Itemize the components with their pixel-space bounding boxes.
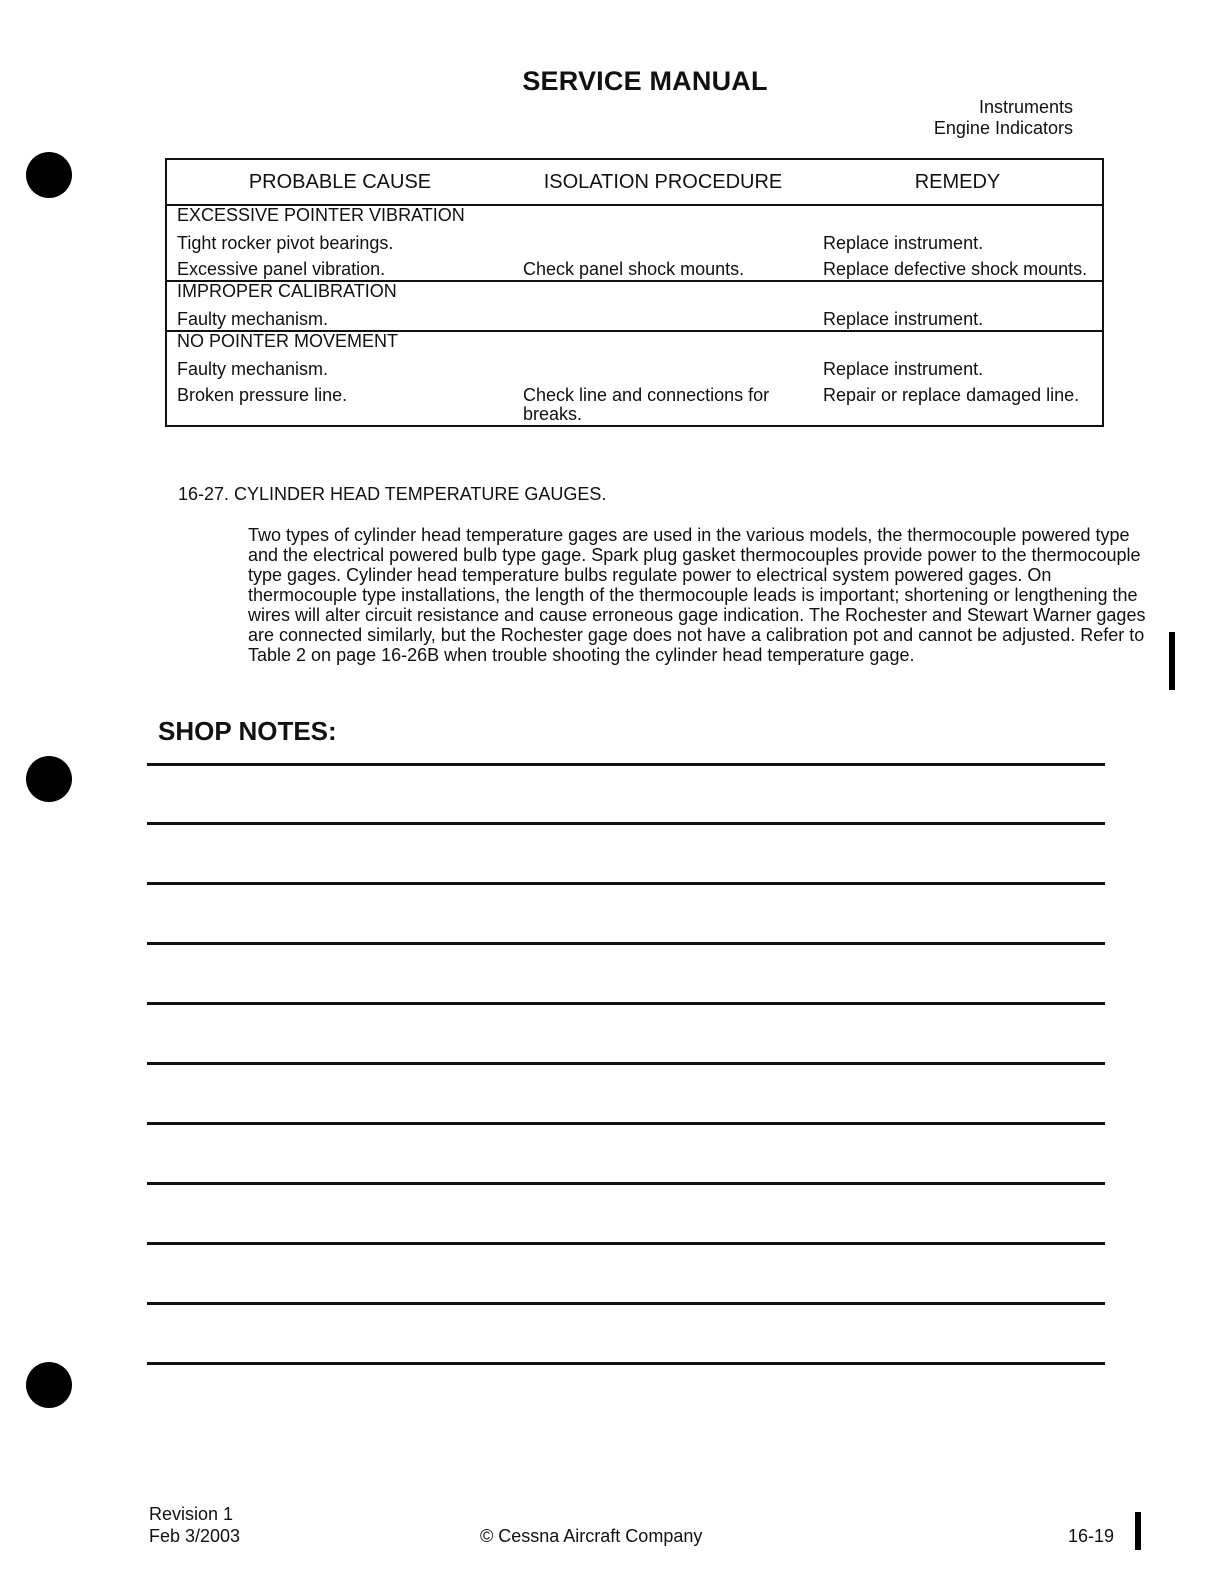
cause-cell: Excessive panel vibration. xyxy=(166,253,513,281)
cause-cell: Faulty mechanism. xyxy=(166,303,513,331)
remedy-cell: Repair or replace damaged line. xyxy=(823,385,1080,405)
remedy-cell: Replace defective shock mounts. xyxy=(813,253,1103,281)
isolation-cell xyxy=(513,353,813,379)
header-probable-cause: PROBABLE CAUSE xyxy=(166,159,513,205)
section-heading: 16-27. CYLINDER HEAD TEMPERATURE GAUGES. xyxy=(178,484,607,504)
header-remedy: REMEDY xyxy=(813,159,1103,205)
note-line xyxy=(147,1302,1105,1305)
note-line xyxy=(147,1122,1105,1125)
binder-hole-top xyxy=(26,152,72,198)
note-line xyxy=(147,763,1105,766)
note-line xyxy=(147,1002,1105,1005)
table-row xyxy=(166,379,1103,426)
page-title: SERVICE MANUAL xyxy=(522,66,768,96)
isolation-cell: Check panel shock mounts. xyxy=(513,253,813,281)
note-line xyxy=(147,1362,1105,1365)
cause-cell: Broken pressure line. xyxy=(177,385,348,405)
group-title-row xyxy=(166,205,1103,227)
isolation-cell: Check line and connections for breaks. xyxy=(523,385,770,424)
group-title: IMPROPER CALIBRATION xyxy=(177,281,397,301)
table-row xyxy=(166,353,1103,379)
footer-revision xyxy=(149,1503,240,1547)
note-line xyxy=(147,1182,1105,1185)
revision-date: Feb 3/2003 xyxy=(149,1526,241,1546)
note-line xyxy=(147,1062,1105,1065)
revision-change-bar xyxy=(1135,1512,1141,1550)
header-isolation-procedure: ISOLATION PROCEDURE xyxy=(513,159,813,205)
table-row xyxy=(166,253,1103,281)
remedy-cell: Replace instrument. xyxy=(813,303,1103,331)
table-row xyxy=(166,303,1103,331)
binder-hole-middle xyxy=(26,756,72,802)
note-line xyxy=(147,942,1105,945)
remedy-cell: Replace instrument. xyxy=(823,233,984,253)
section-line-1: Instruments xyxy=(978,97,1073,117)
remedy-cell: Replace instrument. xyxy=(823,359,984,379)
section-reference xyxy=(934,97,1073,139)
revision-label: Revision 1 xyxy=(149,1504,234,1524)
table-row xyxy=(166,227,1103,253)
note-line xyxy=(147,882,1105,885)
group-title: NO POINTER MOVEMENT xyxy=(177,331,399,351)
table-header-row xyxy=(166,159,1103,205)
section-line-2: Engine Indicators xyxy=(933,118,1073,138)
footer-copyright: © Cessna Aircraft Company xyxy=(480,1526,703,1546)
cause-cell: Tight rocker pivot bearings. xyxy=(177,233,394,253)
troubleshooting-table xyxy=(165,158,1104,427)
note-line xyxy=(147,1242,1105,1245)
shop-notes-label: SHOP NOTES: xyxy=(158,716,337,746)
binder-hole-bottom xyxy=(26,1362,72,1408)
group-title-row xyxy=(166,331,1103,353)
isolation-cell xyxy=(513,303,813,331)
group-title: EXCESSIVE POINTER VIBRATION xyxy=(177,205,465,225)
cause-cell: Faulty mechanism. xyxy=(177,359,329,379)
revision-change-bar xyxy=(1169,632,1175,690)
group-title-row xyxy=(166,281,1103,303)
isolation-cell xyxy=(513,227,813,253)
section-paragraph: Two types of cylinder head temperature gages are used in the various models, the thermocouple powered type and the electrical powered bulb type gage. Spark plug gasket thermocouples provide power to the thermocouple type gages. Cylinder head temperature bulbs regulate power to electrical system powered gages. On thermocouple type installations, the length of the thermocouple leads is important; shortening or lengthening the wires will alter circuit resistance and cause erroneous gage indication. The Rochester and Stewart Warner gages are connected similarly, but the Rochester gage does not have a calibration pot and cannot be adjusted. Refer to Table 2 on page 16-26B when trouble shooting the cylinder head temperature gage. xyxy=(248,525,1146,665)
page-number: 16-19 xyxy=(1068,1526,1115,1546)
note-line xyxy=(147,822,1105,825)
